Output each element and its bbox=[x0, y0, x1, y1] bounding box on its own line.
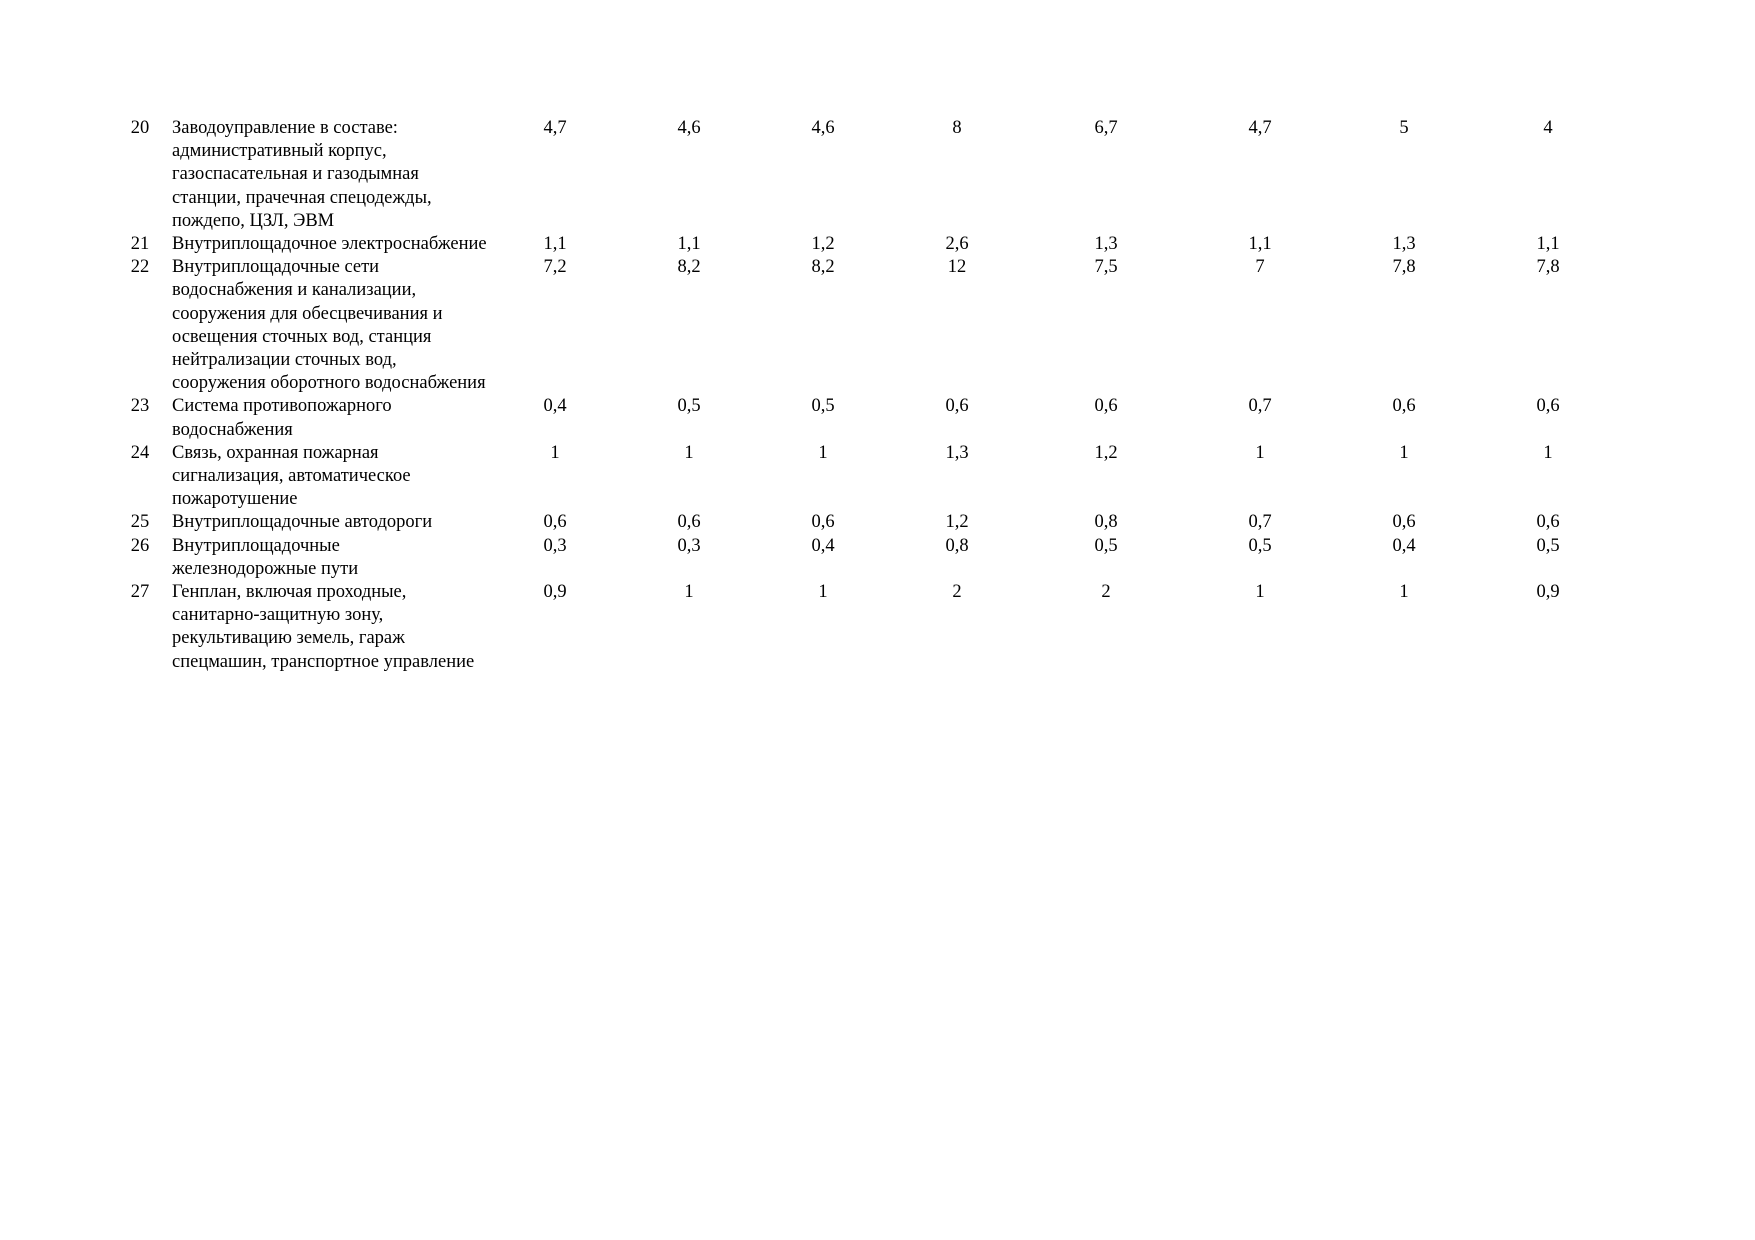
value-cell-3: 1 bbox=[818, 442, 828, 463]
value-cell-3: 0,6 bbox=[811, 512, 835, 533]
value-cell-3: 0,4 bbox=[811, 535, 835, 556]
value-cell-1: 0,3 bbox=[543, 535, 567, 556]
value-cell-5: 2 bbox=[1101, 582, 1111, 603]
value-cell-5: 0,8 bbox=[1094, 512, 1118, 533]
value-cell-4: 12 bbox=[947, 257, 967, 278]
row-name: Внутриплощадочные железнодорожные пути bbox=[172, 535, 359, 579]
value-cell-4: 0,6 bbox=[945, 396, 969, 417]
value-cell-1: 1,1 bbox=[543, 234, 567, 255]
table-body bbox=[120, 117, 1620, 674]
value-cell-8: 1,1 bbox=[1536, 234, 1560, 255]
value-cell-7: 5 bbox=[1399, 118, 1409, 138]
table-row bbox=[120, 511, 1620, 534]
value-cell-6: 1,1 bbox=[1248, 234, 1272, 255]
table-row bbox=[120, 117, 1620, 233]
value-cell-6: 1 bbox=[1255, 442, 1265, 463]
value-cell-8: 0,5 bbox=[1536, 535, 1560, 556]
value-cell-6: 0,7 bbox=[1248, 396, 1272, 417]
row-name: Связь, охранная пожарная сигнализация, автоматическое пожаротушение bbox=[172, 442, 411, 510]
value-cell-8: 7,8 bbox=[1536, 257, 1560, 278]
value-cell-3: 1,2 bbox=[811, 234, 835, 255]
row-name: Генплан, включая проходные, санитарно-защитную зону, рекультивацию земель, гараж спецмашин, транспортное управление bbox=[172, 582, 475, 672]
row-number: 22 bbox=[130, 257, 150, 278]
value-cell-8: 0,6 bbox=[1536, 396, 1560, 417]
value-cell-2: 0,3 bbox=[677, 535, 701, 556]
table-row bbox=[120, 535, 1620, 581]
value-cell-7: 1 bbox=[1399, 442, 1409, 463]
row-number: 21 bbox=[130, 234, 150, 255]
row-name: Заводоуправление в составе: административный корпус, газоспасательная и газодымная станции, прачечная спецодежды, пождепо, ЦЗЛ, ЭВМ bbox=[172, 118, 432, 231]
value-cell-1: 4,7 bbox=[543, 118, 567, 138]
row-name: Внутриплощадочные сети водоснабжения и канализации, сооружения для обесцвечивания и освещения сточных вод, станция нейтрализации сточных вод, сооружения оборотного водоснабжения bbox=[172, 257, 486, 394]
cost-table bbox=[120, 117, 1620, 674]
value-cell-4: 0,8 bbox=[945, 535, 969, 556]
value-cell-7: 0,4 bbox=[1392, 535, 1416, 556]
value-cell-4: 1,3 bbox=[945, 442, 969, 463]
table-row bbox=[120, 233, 1620, 256]
value-cell-6: 7 bbox=[1255, 257, 1265, 278]
value-cell-2: 1 bbox=[684, 582, 694, 603]
value-cell-7: 0,6 bbox=[1392, 512, 1416, 533]
value-cell-8: 0,9 bbox=[1536, 582, 1560, 603]
value-cell-2: 4,6 bbox=[677, 118, 701, 138]
value-cell-6: 0,7 bbox=[1248, 512, 1272, 533]
value-cell-7: 1,3 bbox=[1392, 234, 1416, 255]
value-cell-3: 1 bbox=[818, 582, 828, 603]
value-cell-1: 1 bbox=[550, 442, 560, 463]
value-cell-2: 8,2 bbox=[677, 257, 701, 278]
value-cell-6: 0,5 bbox=[1248, 535, 1272, 556]
value-cell-5: 6,7 bbox=[1094, 118, 1118, 138]
row-number: 27 bbox=[130, 582, 150, 603]
value-cell-5: 0,6 bbox=[1094, 396, 1118, 417]
row-number: 23 bbox=[130, 396, 150, 417]
value-cell-3: 4,6 bbox=[811, 118, 835, 138]
value-cell-4: 8 bbox=[952, 118, 962, 138]
value-cell-2: 1 bbox=[684, 442, 694, 463]
table-row bbox=[120, 581, 1620, 674]
value-cell-2: 0,5 bbox=[677, 396, 701, 417]
row-name: Внутриплощадочное электроснабжение bbox=[172, 234, 487, 255]
value-cell-1: 0,9 bbox=[543, 582, 567, 603]
value-cell-7: 1 bbox=[1399, 582, 1409, 603]
value-cell-4: 1,2 bbox=[945, 512, 969, 533]
value-cell-7: 0,6 bbox=[1392, 396, 1416, 417]
row-number: 26 bbox=[130, 535, 150, 556]
value-cell-8: 4 bbox=[1543, 118, 1553, 138]
value-cell-1: 0,4 bbox=[543, 396, 567, 417]
value-cell-1: 0,6 bbox=[543, 512, 567, 533]
row-name: Система противопожарного водоснабжения bbox=[172, 396, 392, 440]
value-cell-7: 7,8 bbox=[1392, 257, 1416, 278]
row-number: 25 bbox=[130, 512, 150, 533]
value-cell-3: 8,2 bbox=[811, 257, 835, 278]
value-cell-1: 7,2 bbox=[543, 257, 567, 278]
row-number: 20 bbox=[130, 118, 150, 138]
table-row bbox=[120, 256, 1620, 395]
value-cell-4: 2,6 bbox=[945, 234, 969, 255]
value-cell-3: 0,5 bbox=[811, 396, 835, 417]
value-cell-5: 1,2 bbox=[1094, 442, 1118, 463]
value-cell-8: 1 bbox=[1543, 442, 1553, 463]
row-name: Внутриплощадочные автодороги bbox=[172, 512, 433, 533]
table-row bbox=[120, 442, 1620, 512]
value-cell-6: 4,7 bbox=[1248, 118, 1272, 138]
value-cell-2: 0,6 bbox=[677, 512, 701, 533]
value-cell-5: 7,5 bbox=[1094, 257, 1118, 278]
table-row bbox=[120, 395, 1620, 441]
value-cell-4: 2 bbox=[952, 582, 962, 603]
value-cell-6: 1 bbox=[1255, 582, 1265, 603]
value-cell-2: 1,1 bbox=[677, 234, 701, 255]
value-cell-5: 1,3 bbox=[1094, 234, 1118, 255]
value-cell-8: 0,6 bbox=[1536, 512, 1560, 533]
row-number: 24 bbox=[130, 442, 150, 463]
value-cell-5: 0,5 bbox=[1094, 535, 1118, 556]
